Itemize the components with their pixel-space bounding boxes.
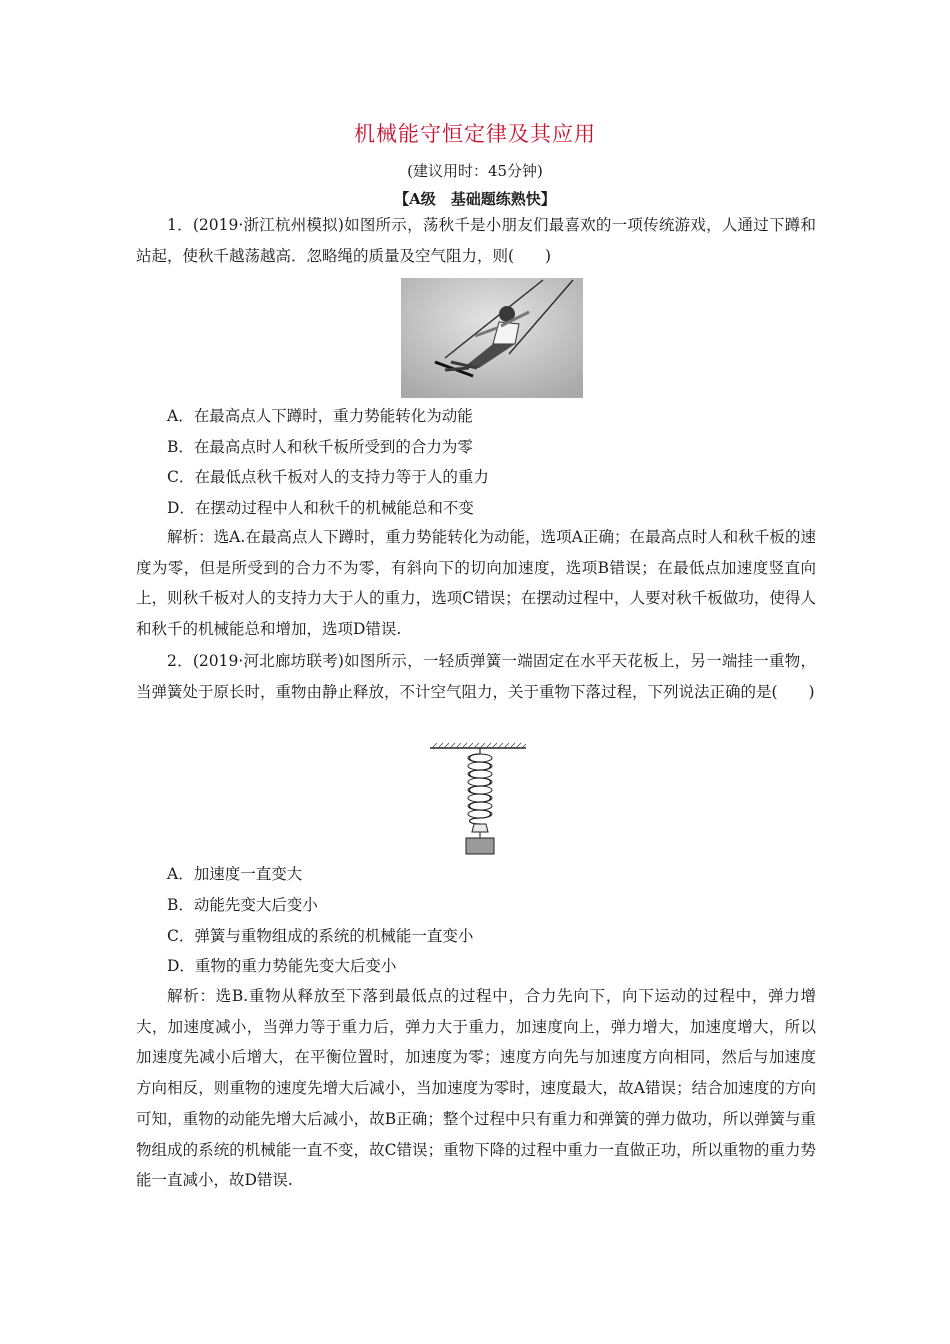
suggested-time: (建议用时：45分钟) — [407, 162, 543, 180]
swing-photo — [401, 278, 583, 398]
question-1-option-b: B．在最高点时人和秋千板所受到的合力为零 — [167, 438, 473, 456]
question-1-analysis: 解析：选A.在最高点人下蹲时，重力势能转化为动能，选项A正确；在最高点时人和秋千板的速度为零，但是所受到的合力不为零，有斜向下的切向加速度，选项B错误；在最低点加速度竖直向上，则秋千板对人的支持力大于人的重力，选项C错误；在摆动过程中，人要对秋千板做功，使得人和秋千的机械能总和增加，选项D错误. — [136, 528, 816, 639]
page-title: 机械能守恒定律及其应用 — [354, 122, 596, 146]
question-1-stem: 1．(2019·浙江杭州模拟)如图所示，荡秋千是小朋友们最喜欢的一项传统游戏，人通过下蹲和站起，使秋千越荡越高．忽略绳的质量及空气阻力，则( ) — [136, 216, 816, 265]
question-1-option-c: C．在最低点秋千板对人的支持力等于人的重力 — [167, 468, 489, 486]
question-2-option-d: D．重物的重力势能先变大后变小 — [167, 957, 397, 975]
question-1-option-d: D．在摆动过程中人和秋千的机械能总和不变 — [167, 499, 474, 517]
question-1-option-a: A．在最高点人下蹲时，重力势能转化为动能 — [167, 407, 473, 425]
question-2-option-c: C．弹簧与重物组成的系统的机械能一直变小 — [167, 927, 474, 945]
section-heading: 【A级 基础题练熟快】 — [394, 190, 556, 208]
spring-weight-diagram — [428, 740, 528, 860]
question-2-option-a: A．加速度一直变大 — [167, 865, 303, 883]
question-2-option-b: B．动能先变大后变小 — [167, 896, 318, 914]
question-2-analysis: 解析：选B.重物从释放至下落到最低点的过程中，合力先向下，向下运动的过程中，弹力增大，加速度减小，当弹力等于重力后，弹力大于重力，加速度向上，弹力增大，加速度增大，所以加速度先减小后增大，在平衡位置时，加速度为零；速度方向先与加速度方向相同，然后与加速度方向相反，则重物的速度先增大后减小，当加速度为零时，速度最大，故A错误；结合加速度的方向可知，重物的动能先增大后减小，故B正确；整个过程中只有重力和弹簧的弹力做功，所以弹簧与重物组成的系统的机械能一直不变，故C错误；重物下降的过程中重力一直做正功，所以重物的重力势能一直减小，故D错误. — [136, 987, 816, 1190]
question-2-stem: 2．(2019·河北廊坊联考)如图所示，一轻质弹簧一端固定在水平天花板上，另一端挂一重物，当弹簧处于原长时，重物由静止释放，不计空气阻力，关于重物下落过程，下列说法正确的是( ) — [136, 652, 816, 701]
